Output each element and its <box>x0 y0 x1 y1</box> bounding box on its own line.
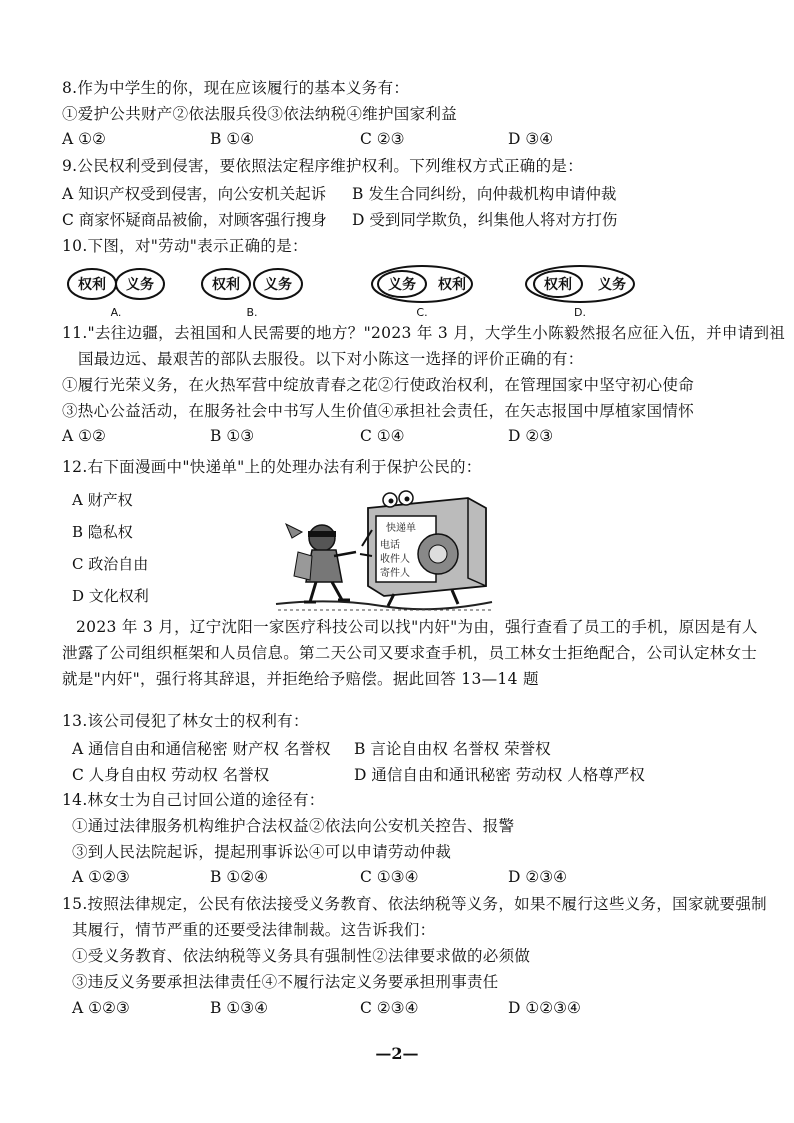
diagram-a-label: A. <box>110 306 122 319</box>
diagram-d-label: D. <box>574 306 586 319</box>
q9-options-row2 <box>62 208 754 230</box>
q15-option-a[interactable]: A ①②③ <box>72 999 130 1017</box>
diagram-d-outer-text: 义务 <box>598 277 626 293</box>
q15-stem-line1: 15.按照法律规定，公民有依法接受义务教育、依法纳税等义务，如果不履行这些义务，国家就要强制 <box>62 895 767 913</box>
q8-option-d[interactable]: D ③④ <box>508 130 554 148</box>
diagram-c-label: C. <box>416 306 428 319</box>
q14-items-line2: ③到人民法院起诉，提起刑事诉讼④可以申请劳动仲裁 <box>72 843 452 861</box>
q13-stem: 13.该公司侵犯了林女士的权利有： <box>62 712 309 730</box>
q15-option-c[interactable]: C ②③④ <box>360 999 419 1017</box>
q11-option-b[interactable]: B ①③ <box>210 427 255 445</box>
q11-items-line1: ①履行光荣义务，在火热军营中绽放青春之花②行使政治权利，在管理国家中坚守初心使命 <box>62 376 695 394</box>
express-slip-field-phone: 电话 <box>380 540 400 551</box>
q9-option-d[interactable]: D 受到同学欺负，纠集他人将对方打伤 <box>352 211 618 229</box>
parcel-box <box>360 491 486 606</box>
express-slip-title: 快递单 <box>386 523 416 534</box>
q8-options <box>62 130 754 152</box>
q8-option-a[interactable]: A ①② <box>62 130 106 148</box>
diagram-a[interactable] <box>68 269 164 319</box>
q13-option-a[interactable]: A 通信自由和通信秘密 财产权 名誉权 <box>72 740 331 758</box>
q8-items: ①爱护公共财产②依法服兵役③依法纳税④维护国家利益 <box>62 105 458 123</box>
q15-option-d[interactable]: D ①②③④ <box>508 999 581 1017</box>
q9-stem: 9.公民权利受到侵害，要依照法定程序维护权利。下列维权方式正确的是： <box>62 157 583 175</box>
cartoon-illustration <box>272 486 498 614</box>
q10-diagrams <box>60 264 750 320</box>
thief-figure <box>286 524 356 602</box>
q12-option-a[interactable]: A 财产权 <box>72 491 133 509</box>
diagram-d[interactable] <box>526 266 634 319</box>
q12-option-d[interactable]: D 文化权利 <box>72 587 149 605</box>
q15-stem-line2: 其履行，情节严重的还要受法律制裁。这告诉我们： <box>72 921 436 939</box>
q11-option-c[interactable]: C ①④ <box>360 427 405 445</box>
q15-items-line2: ③违反义务要承担法律责任④不履行法定义务要承担刑事责任 <box>72 973 499 991</box>
q9-options-row1 <box>62 182 754 204</box>
q11-option-a[interactable]: A ①② <box>62 427 106 445</box>
q13-option-b[interactable]: B 言论自由权 名誉权 荣誉权 <box>354 740 551 758</box>
q11-option-d[interactable]: D ②③ <box>508 427 554 445</box>
q9-option-b[interactable]: B 发生合同纠纷，向仲裁机构申请仲裁 <box>352 185 617 203</box>
q14-options <box>62 868 754 890</box>
q11-stem-line1: 11."去往边疆，去祖国和人民需要的地方？"2023 年 3 月，大学生小陈毅然报名应征入伍，并申请到祖 <box>62 324 786 342</box>
q8-option-c[interactable]: C ②③ <box>360 130 405 148</box>
diagram-c-outer-text: 权利 <box>438 277 466 293</box>
q14-items-line1: ①通过法律服务机构维护合法权益②依法向公安机关控告、报警 <box>72 817 515 835</box>
diagram-b-right-text: 义务 <box>264 277 292 293</box>
q13-options-row1 <box>62 737 754 759</box>
q12-stem: 12.右下面漫画中"快递单"上的处理办法有利于保护公民的： <box>62 458 482 476</box>
q14-option-b[interactable]: B ①②④ <box>210 868 269 886</box>
diagram-b-label: B. <box>246 306 258 319</box>
q13-option-d[interactable]: D 通信自由和通讯秘密 劳动权 人格尊严权 <box>354 766 645 784</box>
q12-option-c[interactable]: C 政治自由 <box>72 555 149 573</box>
diagram-b[interactable] <box>202 269 302 319</box>
q8-stem: 8.作为中学生的你，现在应该履行的基本义务有： <box>62 79 410 97</box>
q12-option-b[interactable]: B 隐私权 <box>72 523 133 541</box>
express-slip-field-recipient: 收件人 <box>380 554 410 565</box>
material-line1: 2023 年 3 月，辽宁沈阳一家医疗科技公司以找"内奸"为由，强行查看了员工的手机，原因是有人 <box>76 618 758 636</box>
q15-option-b[interactable]: B ①③④ <box>210 999 269 1017</box>
q15-items-line1: ①受义务教育、依法纳税等义务具有强制性②法律要求做的必须做 <box>72 947 531 965</box>
diagram-c-inner-text: 义务 <box>388 277 416 293</box>
q11-options <box>62 427 754 449</box>
express-slip-field-sender: 寄件人 <box>380 568 410 579</box>
page-number: —2— <box>375 1044 419 1063</box>
q13-options-row2 <box>62 763 754 785</box>
q14-option-c[interactable]: C ①③④ <box>360 868 419 886</box>
q13-option-c[interactable]: C 人身自由权 劳动权 名誉权 <box>72 766 270 784</box>
q14-option-d[interactable]: D ②③④ <box>508 868 568 886</box>
material-line2: 泄露了公司组织框架和人员信息。第二天公司又要求查手机，员工林女士拒绝配合，公司认定林女士 <box>62 644 758 662</box>
diagram-a-left-text: 权利 <box>78 277 106 293</box>
q10-stem: 10.下图，对"劳动"表示正确的是： <box>62 237 308 255</box>
q9-option-c[interactable]: C 商家怀疑商品被偷，对顾客强行搜身 <box>62 211 327 229</box>
q11-stem-line2: 国最边远、最艰苦的部队去服役。以下对小陈这一选择的评价正确的有： <box>78 350 584 368</box>
material-line3: 就是"内奸"，强行将其辞退，并拒绝给予赔偿。据此回答 13—14 题 <box>62 670 539 688</box>
diagram-c[interactable] <box>372 266 472 319</box>
diagram-a-right-text: 义务 <box>126 277 154 293</box>
diagram-d-inner-text: 权利 <box>544 277 572 293</box>
q8-option-b[interactable]: B ①④ <box>210 130 255 148</box>
q9-option-a[interactable]: A 知识产权受到侵害，向公安机关起诉 <box>62 185 327 203</box>
q15-options <box>62 999 754 1021</box>
diagram-b-left-text: 权利 <box>212 277 240 293</box>
q14-stem: 14.林女士为自己讨回公道的途径有： <box>62 791 325 809</box>
q11-items-line2: ③热心公益活动，在服务社会中书写人生价值④承担社会责任，在矢志报国中厚植家国情怀 <box>62 402 695 420</box>
q14-option-a[interactable]: A ①②③ <box>72 868 130 886</box>
